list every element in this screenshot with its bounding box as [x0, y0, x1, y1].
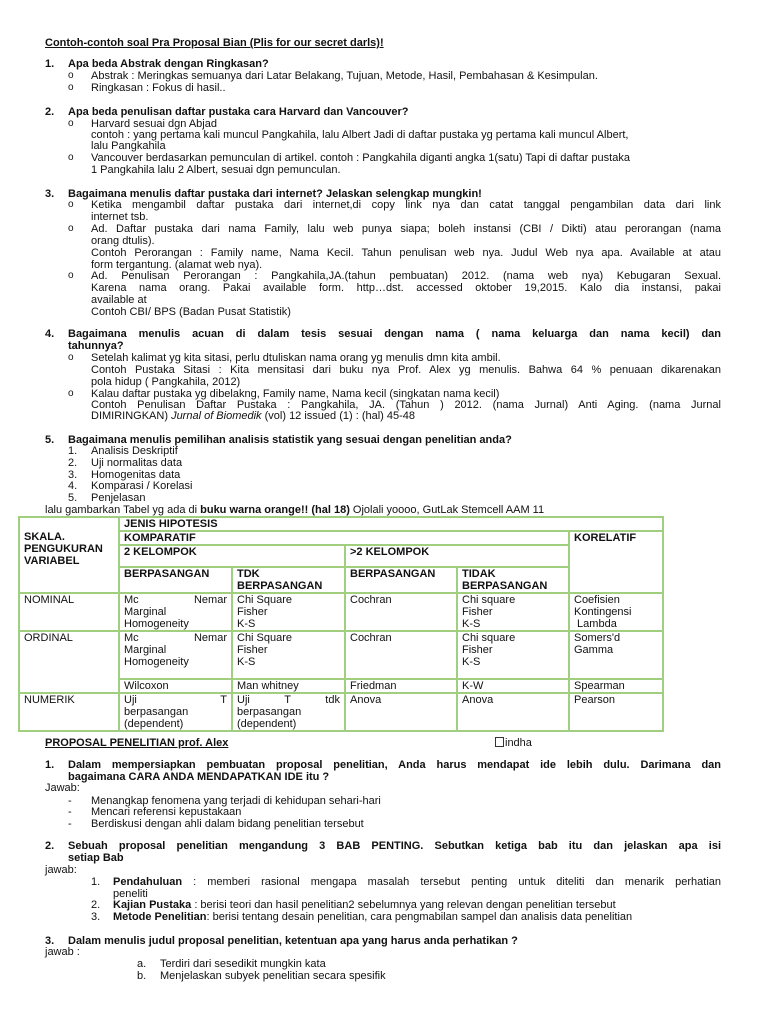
table-cell	[119, 693, 232, 731]
unpaired-header	[457, 567, 569, 593]
cell-text: Homogeneity	[124, 618, 189, 630]
proposal-q1-cont: bagaimana CARA ANDA MENDAPATKAN IDE itu ?	[68, 771, 330, 783]
cell-text: Homogeneity	[124, 656, 189, 668]
table-row	[19, 593, 663, 631]
answer-item	[113, 911, 632, 923]
proposal-q3-number: 3.	[45, 935, 55, 947]
journal-note: DIMIRINGKAN)	[91, 410, 172, 422]
table-cell	[232, 631, 345, 679]
cell-text: Marginal	[124, 644, 167, 656]
scale-header-line: PENGUKURAN	[24, 543, 103, 555]
korelatif-header: KORELATIF	[569, 531, 663, 593]
paired-header: BERPASANGAN	[345, 567, 457, 593]
bullet-icon: o	[68, 70, 74, 81]
chapter-desc: : berisi teori dan hasil penelitian2 sebelumnya yang relevan dengan penelitian tersebut	[191, 899, 616, 911]
jenis-hipotesis-header: JENIS HIPOTESIS	[119, 517, 663, 531]
komparatif-header: KOMPARATIF	[119, 531, 569, 545]
bullet-icon: o	[68, 223, 74, 234]
question-4-cont: tahunnya?	[68, 340, 124, 352]
header-line: TDK	[237, 568, 260, 580]
bullet-icon: o	[68, 270, 74, 281]
cell-text: Lambda	[574, 618, 617, 630]
author-tag	[495, 737, 532, 749]
answer-label: Jawab:	[45, 782, 80, 794]
intro-note: Ojolali yoooo, GutLak Stemcell AAM 11	[349, 504, 545, 516]
cell-text: Gamma	[574, 644, 614, 656]
answer-1-item: Abstrak : Meringkas semuanya dari Latar Belakang, Tujuan, Metode, Hasil, Pembahasan & Kesimpulan.	[91, 70, 598, 82]
answer-3-line: Contoh Perorangan : Family name, Nama Kecil. Tahun penulisan web nya. Judul Web nya apa. Available at atau	[91, 247, 721, 259]
scale-header-line: SKALA.	[24, 531, 65, 543]
table-cell	[119, 631, 232, 679]
table-row	[19, 517, 663, 531]
answer-2-line: Vancouver berdasarkan pemunculan di artikel. contoh : Pangkahila diganti angka 1(satu) Tapi di daftar pustaka	[91, 152, 630, 164]
table-cell: Pearson	[569, 693, 663, 731]
answer-5-item: Homogenitas data	[91, 469, 181, 481]
question-4-number: 4.	[45, 328, 55, 340]
answer-item: Menjelaskan subyek penelitian secara spesifik	[160, 970, 386, 982]
question-2-number: 2.	[45, 106, 55, 118]
answer-2-line: contoh : yang pertama kali muncul Pangkahila, lalu Albert Jadi di daftar pustaka yg pertama kali muncul Albert,	[91, 129, 629, 141]
answer-3-line: Karena nama orang. Pakai available form. http…dst. accessed oktober 19,2015. Kalo dia instansi, pakai	[91, 282, 721, 294]
answer-1-item: Ringkasan : Fokus di hasil..	[91, 82, 226, 94]
chapter-desc: : berisi tentang desain penelitian, cara pengmabilan sampel dan analisis data penelitian	[206, 911, 633, 923]
table-cell	[232, 593, 345, 631]
answer-3-line: Contoh CBI/ BPS (Badan Pusat Statistik)	[91, 306, 291, 318]
list-letter: b.	[137, 970, 147, 982]
cell-text: tdk	[325, 694, 340, 706]
table-cell	[569, 593, 663, 631]
cell-text: Kontingensi	[574, 606, 632, 618]
question-4: Bagaimana menulis acuan di dalam tesis sesuai dengan nama ( nama keluarga dan nama kecil) dan	[68, 328, 721, 340]
question-5-number: 5.	[45, 434, 55, 446]
paired-header: BERPASANGAN	[119, 567, 232, 593]
answer-4-line: Kalau daftar pustaka yg dibelakng, Family name, Nama kecil (singkatan nama kecil)	[91, 388, 500, 400]
bullet-icon: o	[68, 388, 74, 399]
cell-text: Fisher	[237, 644, 268, 656]
answer-item	[113, 876, 721, 888]
answer-3-line: Ad. Penulisan Perorangan : Pangkahila,JA.(tahun pembuatan) 2012. (nama web nya) Kebugaran Sexual.	[91, 270, 721, 282]
answer-4-line: Setelah kalimat yg kita sitasi, perlu dtuliskan nama orang yg menulis dmn kita ambil.	[91, 352, 501, 364]
table-cell: Anova	[345, 693, 457, 731]
cell-text: Chi square	[462, 594, 516, 606]
cell-text: Fisher	[462, 606, 493, 618]
proposal-q2-cont: setiap Bab	[68, 852, 124, 864]
table-cell: K-W	[457, 679, 569, 693]
cell-text: Fisher	[237, 606, 268, 618]
answer-item: Berdiskusi dengan ahli dalam bidang penelitian tersebut	[91, 818, 364, 830]
table-cell: Cochran	[345, 631, 457, 679]
cell-text: Uji	[237, 694, 250, 706]
row-label-nominal: NOMINAL	[19, 593, 119, 631]
question-1-number: 1.	[45, 58, 55, 70]
answer-3-line: Ketika mengambil daftar pustaka dari internet,di copy link nya dan catat tanggal pengambilan data dari link	[91, 199, 721, 211]
intro-text: lalu gambarkan Tabel yg ada di	[45, 504, 201, 516]
two-groups-header: 2 KELOMPOK	[119, 545, 345, 567]
cell-text: Chi Square	[237, 632, 293, 644]
scale-header	[19, 517, 119, 593]
list-number: 3.	[91, 911, 101, 923]
cell-text: K-S	[237, 618, 256, 630]
table-cell: Cochran	[345, 593, 457, 631]
answer-2-line: lalu Pangkahila	[91, 140, 166, 152]
answer-item: Mencari referensi kepustakaan	[91, 806, 242, 818]
cell-text: Mc	[124, 594, 139, 606]
bullet-icon: o	[68, 82, 74, 93]
answer-3-line: Ad. Daftar pustaka dari nama Family, lalu web punya siapa; boleh instansi (CBI / Dikti) atau perorangan (nama	[91, 223, 721, 235]
answer-item	[113, 899, 616, 911]
cell-text: Coefisien	[574, 594, 620, 606]
table-cell	[232, 693, 345, 731]
cell-text: (dependent)	[124, 718, 184, 730]
cell-text: Mc	[124, 632, 139, 644]
unpaired-header	[232, 567, 345, 593]
table-cell	[119, 593, 232, 631]
cell-text: Uji	[124, 694, 137, 706]
table-row	[19, 631, 663, 679]
table-cell: Friedman	[345, 679, 457, 693]
cell-text: berpasangan	[124, 706, 189, 718]
proposal-q3: Dalam menulis judul proposal penelitian, ketentuan apa yang harus anda perhatikan ?	[68, 935, 518, 947]
more-groups-header: >2 KELOMPOK	[345, 545, 569, 567]
journal-detail: (vol) 12 issued (1) : (hal) 45-48	[261, 410, 416, 422]
proposal-q1-number: 1.	[45, 759, 55, 771]
bullet-icon: o	[68, 118, 74, 129]
answer-5-item: Analisis Deskriptif	[91, 445, 178, 457]
cell-text: berpasangan	[237, 706, 302, 718]
list-number: 4.	[68, 480, 78, 492]
dash-icon: -	[68, 795, 72, 807]
bullet-icon: o	[68, 199, 74, 210]
table-cell: Spearman	[569, 679, 663, 693]
question-1: Apa beda Abstrak dengan Ringkasan?	[68, 58, 269, 70]
table-cell	[569, 631, 663, 679]
hypothesis-table	[18, 516, 664, 732]
proposal-q1: Dalam mempersiapkan pembuatan proposal penelitian, Anda harus mendapat ide lebih dulu. Darimana dan	[68, 759, 721, 771]
chapter-name: Pendahuluan	[113, 876, 183, 888]
author-name: indha	[505, 737, 532, 749]
proposal-q2: Sebuah proposal penelitian mengandung 3 BAB PENTING. Sebutkan ketiga bab itu dan jelaskan apa isi	[68, 840, 721, 852]
answer-item: Terdiri dari sesedikit mungkin kata	[160, 958, 326, 970]
list-number: 2.	[91, 899, 101, 911]
row-label-numerik: NUMERIK	[19, 693, 119, 731]
answer-4-line: pola hidup ( Pangkahila, 2012)	[91, 376, 241, 388]
table-cell	[457, 593, 569, 631]
answer-5-item: Uji normalitas data	[91, 457, 183, 469]
answer-3-line: form tergantung. (alamat web nya).	[91, 259, 263, 271]
cell-text: K-S	[462, 618, 481, 630]
question-3-number: 3.	[45, 188, 55, 200]
cell-text: Nemar	[193, 594, 227, 606]
intro-book: buku warna orange!! (hal 18)	[200, 504, 350, 516]
journal-name: Jurnal of Biomedik	[171, 410, 262, 422]
table-row	[19, 693, 663, 731]
answer-label: jawab :	[45, 946, 80, 958]
table-cell: Wilcoxon	[119, 679, 232, 693]
answer-4-line: Contoh Penulisan Daftar Pustaka : Pangkahila, JA. (Tahun ) 2012. (nama Jurnal) Anti Aging. (nama Jurnal	[91, 399, 721, 411]
cell-text: T	[284, 694, 291, 706]
checkbox-icon	[495, 737, 504, 747]
cell-text: K-S	[462, 656, 481, 668]
chapter-desc: : memberi rasional mengapa masalah tersebut penting untuk diteliti dan menarik perhatian	[182, 876, 721, 888]
scale-header-line: VARIABEL	[24, 555, 80, 567]
answer-5-item: Komparasi / Korelasi	[91, 480, 193, 492]
answer-3-line: available at	[91, 294, 147, 306]
dash-icon: -	[68, 818, 72, 830]
question-3: Bagaimana menulis daftar pustaka dari internet? Jelaskan selengkap mungkin!	[68, 188, 482, 200]
table-cell: Man whitney	[232, 679, 345, 693]
row-label-ordinal: ORDINAL	[19, 631, 119, 693]
cell-text: (dependent)	[237, 718, 297, 730]
page-title: Contoh-contoh soal Pra Proposal Bian (Plis for our secret darls)!	[45, 37, 384, 49]
list-number: 3.	[68, 469, 78, 481]
list-number: 5.	[68, 492, 78, 504]
cell-text: Fisher	[462, 644, 493, 656]
cell-text: Somers'd	[574, 632, 621, 644]
cell-text: Chi square	[462, 632, 516, 644]
answer-item: Menangkap fenomena yang terjadi di kehidupan sehari-hari	[91, 795, 381, 807]
answer-3-line: internet tsb.	[91, 211, 149, 223]
cell-text: Chi Square	[237, 594, 293, 606]
list-number: 1.	[68, 445, 78, 457]
list-letter: a.	[137, 958, 147, 970]
answer-2-line: Harvard sesuai dgn Abjad	[91, 118, 217, 130]
table-cell	[457, 631, 569, 679]
answer-label: jawab:	[45, 864, 77, 876]
answer-item-cont: peneliti	[113, 888, 148, 900]
answer-5-item: Penjelasan	[91, 492, 146, 504]
header-line: BERPASANGAN	[237, 580, 323, 592]
cell-text: Nemar	[193, 632, 227, 644]
question-5: Bagaimana menulis pemilihan analisis statistik yang sesuai dengan penelitian anda?	[68, 434, 512, 446]
bullet-icon: o	[68, 152, 74, 163]
chapter-name: Kajian Pustaka	[113, 899, 192, 911]
table-intro	[45, 504, 544, 516]
section-title: PROPOSAL PENELITIAN prof. Alex	[45, 737, 229, 749]
chapter-name: Metode Penelitian	[113, 911, 207, 923]
proposal-q2-number: 2.	[45, 840, 55, 852]
header-line: TIDAK	[462, 568, 496, 580]
list-number: 1.	[91, 876, 101, 888]
table-cell: Anova	[457, 693, 569, 731]
question-2: Apa beda penulisan daftar pustaka cara Harvard dan Vancouver?	[68, 106, 409, 118]
answer-3-line: orang dtulis).	[91, 235, 155, 247]
cell-text: K-S	[237, 656, 256, 668]
header-line: BERPASANGAN	[462, 580, 548, 592]
dash-icon: -	[68, 806, 72, 818]
cell-text: Marginal	[124, 606, 167, 618]
answer-4-line: Contoh Pustaka Sitasi : Kita mensitasi dari buku nya Prof. Alex yg menulis. Bahwa 64 % penuaan dikarenakan	[91, 364, 721, 376]
cell-text: T	[220, 694, 227, 706]
answer-4-line	[91, 410, 415, 422]
answer-2-line: 1 Pangkahila lalu 2 Albert, sesuai dgn pemunculan.	[91, 164, 341, 176]
bullet-icon: o	[68, 352, 74, 363]
list-number: 2.	[68, 457, 78, 469]
